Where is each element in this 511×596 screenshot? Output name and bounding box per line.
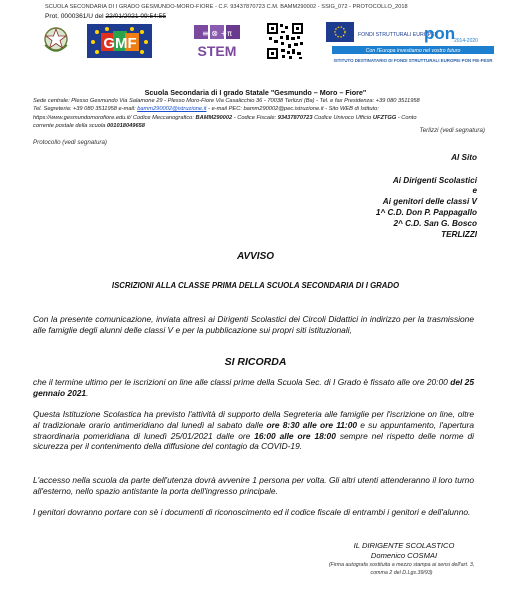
school-info-line: Sede centrale: Plesso Gesmundo Via Salamone 29 - Plesso Moro-Fiore Via Casalicchio 36 - 70038 Terlizzi (Ba) - Tel. e fax Presidenza: +39 080 3511958 bbox=[33, 98, 420, 104]
signature-note: (Firma autografa sostituita a mezzo stampa ai sensi dell'art. 3, comma 2 del D.Lgs.39/93) bbox=[328, 562, 475, 576]
recipient-line: 1^ C.D. Don P. Pappagallo bbox=[375, 208, 477, 217]
school-email-link[interactable]: bamm290002@istruzione.it bbox=[137, 106, 207, 113]
body-text: . bbox=[86, 387, 89, 398]
body-paragraph: I genitori dovranno portare con sè i documenti di riconoscimento ed il codice fiscale di entrambi i genitori e dell'alunno. bbox=[33, 507, 471, 517]
school-info-text: Codice Univoco Ufficio bbox=[312, 114, 373, 121]
place-date: Terlizzi (vedi segnatura) bbox=[419, 127, 485, 134]
recipient-line: Al Sito bbox=[451, 153, 477, 162]
school-info-line bbox=[33, 105, 493, 113]
protocol-note: Protocollo (vedi segnatura) bbox=[33, 139, 107, 146]
republic-emblem-logo bbox=[41, 23, 71, 55]
recipient-line: TERLIZZI bbox=[441, 230, 477, 239]
notice-title: AVVISO bbox=[236, 251, 275, 262]
body-text: Questa Istituzione Scolastica ha previsto l'attività di supporto della Segreteria alle famiglie per l'iscrizione on line, oltre al tradizionale orario antimeridiano dal lunedì al sabato dalle bbox=[33, 409, 474, 430]
school-info bbox=[33, 97, 493, 131]
stem-symbols: ≡ ⊗ +π bbox=[201, 29, 233, 38]
body-paragraph bbox=[33, 409, 474, 452]
pon-tagline: Con l'Europa investiamo nel vostro futuro bbox=[365, 48, 461, 54]
school-info-line bbox=[33, 114, 493, 122]
recipient-line: e bbox=[472, 186, 477, 195]
signature-role: IL DIRIGENTE SCOLASTICO bbox=[353, 541, 455, 550]
recipient-line: Ai genitori delle classi V bbox=[382, 197, 477, 206]
school-mechanographic-code: BAMM290002 bbox=[195, 114, 233, 121]
gmf-logo bbox=[87, 24, 152, 58]
school-info-text: https://www.gesmundomorofiore.edu.it/ Codice Meccanografico: bbox=[33, 114, 196, 121]
school-info-text: Tel. Segreteria: +39 080 3511958 e-mail: bbox=[33, 106, 138, 113]
protocol-number-prefix: Prot. 0000361/U del bbox=[45, 13, 106, 20]
deadline-date: del 25 gennaio 2021 bbox=[33, 377, 474, 398]
body-text: che il termine ultimo per le iscrizioni on line alle classi prime della Scuola Sec. di I Grado è fissato alle ore 20:00 bbox=[33, 377, 451, 387]
pon-logo-text: pon bbox=[424, 24, 456, 43]
school-info-text: - e-mail PEC: bamm290002@pec.istruzione.it - Sito WEB di Istituto: bbox=[206, 106, 379, 113]
protocol-date: 22/01/2021 09:54:55 bbox=[105, 13, 166, 20]
school-office-code: UFZTGG bbox=[372, 114, 397, 121]
body-paragraph bbox=[33, 377, 474, 399]
stem-logo-text: STEM bbox=[197, 43, 237, 59]
school-postal-account: 001018049658 bbox=[106, 123, 145, 130]
protocol-number bbox=[45, 13, 166, 20]
reminder-heading: SI RICORDA bbox=[224, 356, 287, 368]
office-hours: ore 8:30 alle ore 11:00 bbox=[266, 419, 358, 430]
body-text: sempre nel rispetto delle norme di sicurezza per il contenimento della diffusione del contagio da COVID-19. bbox=[33, 430, 475, 452]
recipient-line: Ai Dirigenti Scolastici bbox=[392, 176, 477, 185]
school-info-text: corrente postale della scuola bbox=[33, 123, 107, 130]
pon-years-text: 2014-2020 bbox=[454, 38, 478, 44]
signature-name: Domenico COSMAI bbox=[370, 551, 438, 560]
body-paragraph: Con la presente comunicazione, inviata altresì ai Dirigenti Scolastici dei Circoli Didattici in indirizzo per la trasmissione alle famiglie degli alunni delle classi V e per la pubblicazione sui propri siti istituzionali, bbox=[33, 314, 474, 335]
stem-logo bbox=[182, 25, 252, 61]
recipient-line: 2^ C.D. San G. Bosco bbox=[393, 219, 477, 228]
school-info-text: - Codice Fiscale: bbox=[232, 114, 278, 121]
school-info-text: - Conto bbox=[396, 114, 417, 121]
school-tax-code: 93437870723 bbox=[277, 114, 313, 121]
protocol-header-line: SCUOLA SECONDARIA DI I GRADO GESMUNDO-MORO-FIORE - C.F. 93437870723 C.M. BAMM290002 - SSIG_072 - PROTOCOLLO_2018 bbox=[45, 4, 408, 10]
qr-code bbox=[266, 22, 304, 60]
pon-logo bbox=[326, 22, 498, 66]
pon-fondi-text: FONDI STRUTTURALI EUROPEI bbox=[358, 32, 437, 38]
gmf-logo-text: GMF bbox=[103, 35, 137, 52]
extra-hours: 16:00 alle ore 18:00 bbox=[254, 430, 336, 441]
body-text: e su appuntamento, l'apertura straordinaria pomeridiana di lunedì 25/01/2021 dalle ore bbox=[33, 419, 474, 441]
body-paragraph: L'accesso nella scuola da parte dell'utenza dovrà avvenire 1 persona per volta. Gli altri utenti attenderanno il loro turno all'esterno, nello spazio antistante la porta dell'ingresso principale. bbox=[33, 475, 474, 496]
notice-subject: ISCRIZIONI ALLA CLASSE PRIMA DELLA SCUOLA SECONDARIA DI I GRADO bbox=[111, 281, 400, 290]
school-title: Scuola Secondaria di I grado Statale "Gesmundo – Moro – Fiore" bbox=[144, 88, 367, 97]
pon-caption: ISTITUTO DESTINATARIO DI FONDI STRUTTURALI EUROPEI PON FIE-FESR bbox=[333, 58, 493, 63]
